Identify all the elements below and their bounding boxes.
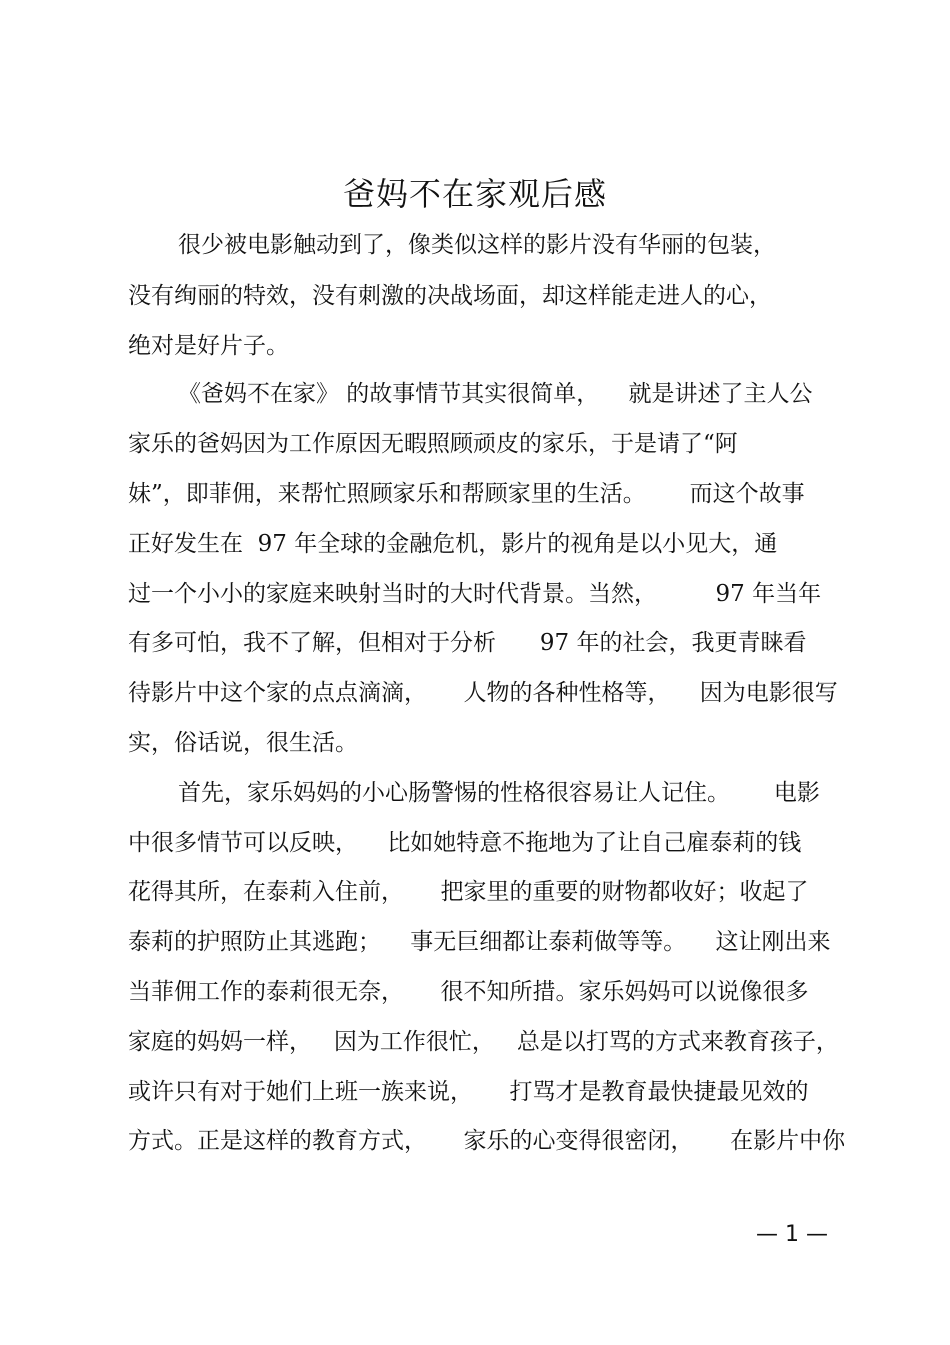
text-line: 首先，家乐妈妈的小心肠警惕的性格很容易让人记住。 电影 — [178, 780, 820, 806]
text-line: 实，俗话说，很生活。 — [128, 730, 358, 756]
text-line: 绝对是好片子。 — [128, 333, 289, 359]
text-line: 正好发生在 97 年全球的金融危机，影片的视角是以小见大，通 — [128, 531, 778, 557]
text-line: 当菲佣工作的泰莉很无奈， 很不知所措。家乐妈妈可以说像很多 — [128, 979, 809, 1005]
text-line: 中很多情节可以反映， 比如她特意不拖地为了让自己雇泰莉的钱 — [128, 830, 802, 856]
text-line: 花得其所，在泰莉入住前， 把家里的重要的财物都收好；收起了 — [128, 879, 809, 905]
text-line: 待影片中这个家的点点滴滴， 人物的各种性格等， 因为电影很写 — [128, 680, 838, 706]
text-line: 有多可怕，我不了解，但相对于分析 97 年的社会，我更青睐看 — [128, 630, 807, 656]
document-title: 爸妈不在家观后感 — [342, 175, 607, 213]
text-line: 或许只有对于她们上班一族来说， 打骂才是教育最快捷最见效的 — [128, 1079, 809, 1105]
text-line: 方式。正是这样的教育方式， 家乐的心变得很密闭， 在影片中你 — [128, 1128, 846, 1154]
text-line: 过一个小小的家庭来映射当时的大时代背景。当然， 97 年当年 — [128, 581, 822, 607]
text-line: 泰莉的护照防止其逃跑； 事无巨细都让泰莉做等等。 这让刚出来 — [128, 929, 831, 955]
text-line: 没有绚丽的特效，没有刺激的决战场面，却这样能走进人的心， — [128, 283, 772, 309]
text-line: 妹”，即菲佣，来帮忙照顾家乐和帮顾家里的生活。 而这个故事 — [128, 481, 805, 507]
text-line: 《爸妈不在家》 的故事情节其实很简单， 就是讲述了主人公 — [178, 381, 813, 407]
text-line: 很少被电影触动到了，像类似这样的影片没有华丽的包装， — [178, 232, 776, 258]
text-line: 家庭的妈妈一样， 因为工作很忙， 总是以打骂的方式来教育孩子， — [128, 1029, 839, 1055]
text-line: 家乐的爸妈因为工作原因无暇照顾顽皮的家乐，于是请了“阿 — [128, 431, 738, 457]
page-number: — 1 — — [756, 1222, 828, 1247]
